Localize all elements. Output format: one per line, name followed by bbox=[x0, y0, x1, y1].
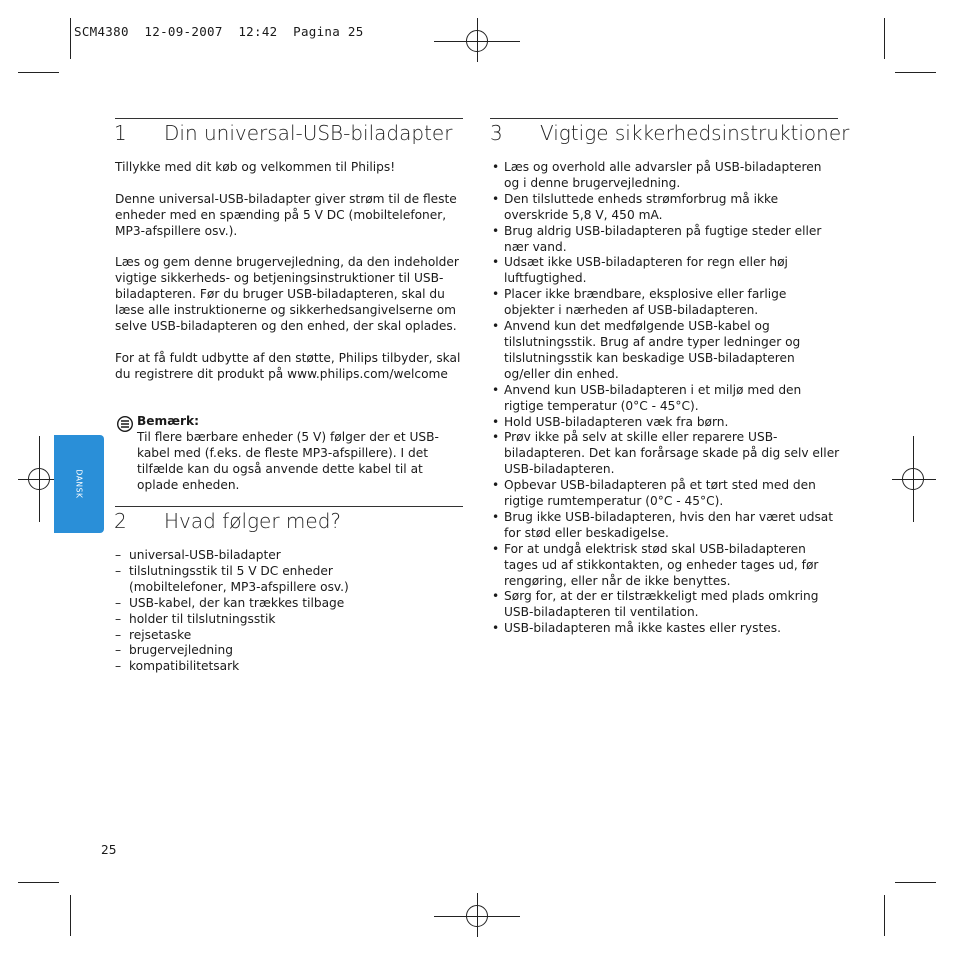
list-item: • Prøv ikke på selv at skille eller reparere USB-biladapteren. Det kan forårsage skade på dig selv eller USB-biladapteren. bbox=[490, 430, 840, 478]
contents-list bbox=[115, 548, 360, 675]
crop-mark bbox=[884, 895, 885, 936]
section-title: Din universal-USB-biladapter bbox=[164, 121, 453, 145]
list-item: – rejsetaske bbox=[115, 628, 360, 644]
section-rule bbox=[490, 118, 838, 119]
crop-mark bbox=[895, 882, 936, 883]
section-number: 3 bbox=[490, 121, 503, 145]
crop-mark bbox=[70, 18, 71, 59]
list-item: – tilslutningsstik til 5 V DC enheder (mobiltelefoner, MP3-afspillere osv.) bbox=[115, 564, 360, 596]
section-rule bbox=[115, 118, 463, 119]
list-item: • Anvend kun det medfølgende USB-kabel og tilslutningsstik. Brug af andre typer ledninger og tilslutningsstik kan beskadige USB-biladapteren og/eller din enhed. bbox=[490, 319, 840, 383]
section-number: 1 bbox=[114, 121, 127, 145]
list-item: • Den tilsluttede enheds strømforbrug må ikke overskride 5,8 V, 450 mA. bbox=[490, 192, 840, 224]
list-item: • Hold USB-biladapteren væk fra børn. bbox=[490, 415, 840, 431]
crop-mark bbox=[18, 882, 59, 883]
note-text: Til flere bærbare enheder (5 V) følger der et USB-kabel med (f.eks. de fleste MP3-afspillere). I det tilfælde kan du også anvende dette kabel til at oplade enheden. bbox=[137, 430, 439, 492]
list-item: • Anvend kun USB-biladapteren i et miljø med den rigtige temperatur (0°C - 45°C). bbox=[490, 383, 840, 415]
safety-list bbox=[490, 160, 840, 637]
list-item: – USB-kabel, der kan trækkes tilbage bbox=[115, 596, 360, 612]
list-item: – holder til tilslutningsstik bbox=[115, 612, 360, 628]
section-title: Vigtige sikkerhedsinstruktioner bbox=[540, 121, 850, 145]
list-item: • Sørg for, at der er tilstrækkeligt med plads omkring USB-biladapteren til ventilation. bbox=[490, 589, 840, 621]
crop-mark bbox=[18, 72, 59, 73]
section-intro bbox=[115, 160, 465, 383]
list-item: • For at undgå elektrisk stød skal USB-biladapteren tages ud af stikkontakten, og enheder tages ud, før rengøring, eller når de ikke benyttes. bbox=[490, 542, 840, 590]
paragraph: Denne universal-USB-biladapter giver strøm til de fleste enheder med en spænding på 5 V DC (mobiltelefoner, MP3-afspillere osv.). bbox=[115, 191, 457, 238]
language-tab-label: DANSK bbox=[74, 469, 84, 499]
paragraph: Tillykke med dit køb og velkommen til Philips! bbox=[115, 160, 396, 174]
list-item: • Brug ikke USB-biladapteren, hvis den har været udsat for stød eller beskadigelse. bbox=[490, 510, 840, 542]
list-item: – brugervejledning bbox=[115, 643, 360, 659]
note-label: Bemærk: bbox=[137, 414, 200, 428]
section-rule bbox=[115, 506, 463, 507]
crop-mark bbox=[884, 18, 885, 59]
list-item: • Udsæt ikke USB-biladapteren for regn eller høj luftfugtighed. bbox=[490, 255, 840, 287]
print-slug: SCM4380 12-09-2007 12:42 Pagina 25 bbox=[74, 24, 364, 39]
note-icon bbox=[117, 416, 133, 432]
paragraph: For at få fuldt udbytte af den støtte, Philips tilbyder, skal du registrere dit produkt på www.philips.com/welcome bbox=[115, 350, 461, 381]
language-tab bbox=[54, 435, 104, 533]
list-item: • Brug aldrig USB-biladapteren på fugtige steder eller nær vand. bbox=[490, 224, 840, 256]
section-number: 2 bbox=[114, 509, 127, 533]
crop-mark bbox=[70, 895, 71, 936]
paragraph: Læs og gem denne brugervejledning, da den indeholder vigtige sikkerheds- og betjeningsinstruktioner til USB-biladapteren. Før du bruger USB-biladapteren, skal du læse alle instruktionerne og sikkerhedsangivelserne om selve USB-biladapteren og den enhed, der skal oplades. bbox=[115, 255, 459, 334]
list-item: • USB-biladapteren må ikke kastes eller rystes. bbox=[490, 621, 840, 637]
list-item: • Opbevar USB-biladapteren på et tørt sted med den rigtige rumtemperatur (0°C - 45°C). bbox=[490, 478, 840, 510]
list-item: – universal-USB-biladapter bbox=[115, 548, 360, 564]
list-item: – kompatibilitetsark bbox=[115, 659, 360, 675]
list-item: • Læs og overhold alle advarsler på USB-biladapteren og i denne brugervejledning. bbox=[490, 160, 840, 192]
section-title: Hvad følger med? bbox=[164, 509, 342, 533]
page-number: 25 bbox=[101, 843, 117, 857]
list-item: • Placer ikke brændbare, eksplosive eller farlige objekter i nærheden af USB-biladapteren. bbox=[490, 287, 840, 319]
crop-mark bbox=[895, 72, 936, 73]
